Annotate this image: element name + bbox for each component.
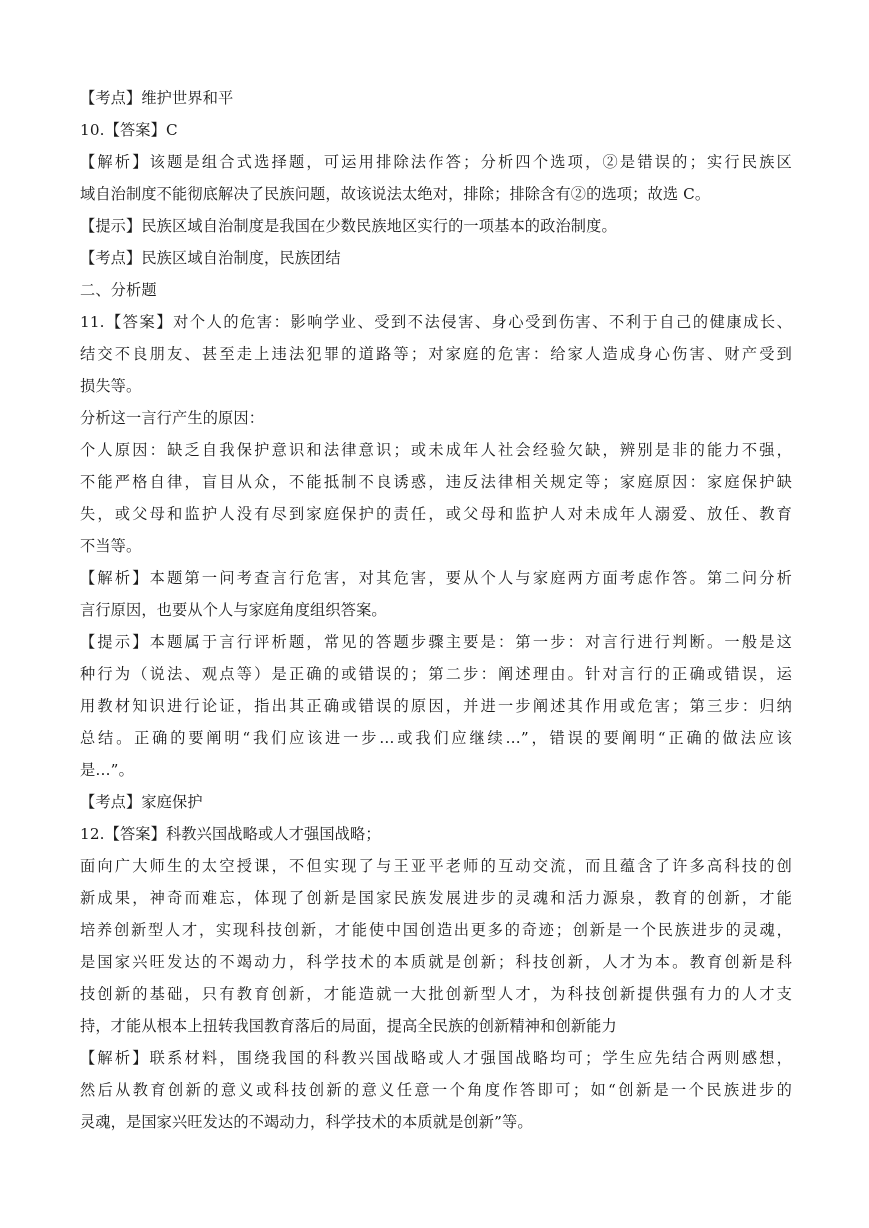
text-line: 12.【答案】科教兴国战略或人才强国战略； [80, 825, 381, 843]
text-line: 损失等。 [80, 377, 142, 395]
text-line: 总结。正确的要阐明“我们应该进一步…或我们应继续…”，错误的要阐明“正确的做法应该 [80, 729, 792, 747]
text-line: 【考点】维护世界和平 [80, 89, 234, 107]
text-line: 不能严格自律，盲目从众，不能抵制不良诱惑，违反法律相关规定等；家庭原因：家庭保护缺 [80, 473, 792, 491]
text-line: 用教材知识进行论证，指出其正确或错误的原因，并进一步阐述其作用或危害；第三步：归纳 [80, 697, 792, 715]
text-line: 面向广大师生的太空授课，不但实现了与王亚平老师的互动交流，而且蕴含了许多高科技的创 [80, 857, 792, 875]
text-line: 【解析】联系材料，围绕我国的科教兴国战略或人才强国战略均可；学生应先结合两则感想， [80, 1049, 792, 1067]
text-line: 然后从教育创新的意义或科技创新的意义任意一个角度作答即可；如“创新是一个民族进步的 [80, 1081, 792, 1099]
text-line: 【提示】民族区域自治制度是我国在少数民族地区实行的一项基本的政治制度。 [80, 217, 617, 235]
text-line: 灵魂，是国家兴旺发达的不竭动力，科学技术的本质就是创新”等。 [80, 1113, 533, 1131]
text-line: 11.【答案】对个人的危害：影响学业、受到不法侵害、身心受到伤害、不利于自己的健康成长、 [80, 313, 792, 331]
text-line: 【解析】该题是组合式选择题，可运用排除法作答；分析四个选项，②是错误的；实行民族区 [80, 153, 792, 171]
text-line: 10.【答案】C [80, 121, 178, 139]
text-line: 培养创新型人才，实现科技创新，才能使中国创造出更多的奇迹；创新是一个民族进步的灵魂， [80, 921, 792, 939]
text-line: 【考点】家庭保护 [80, 793, 203, 811]
text-line: 分析这一言行产生的原因： [80, 409, 265, 427]
text-line: 持，才能从根本上扭转我国教育落后的局面，提高全民族的创新精神和创新能力 [80, 1017, 617, 1035]
text-line: 不当等。 [80, 537, 142, 555]
text-line: 是…”。 [80, 761, 134, 779]
text-line: 是国家兴旺发达的不竭动力，科学技术的本质就是创新；科技创新，人才为本。教育创新是科 [80, 953, 792, 971]
text-line: 结交不良朋友、甚至走上违法犯罪的道路等；对家庭的危害：给家人造成身心伤害、财产受到 [80, 345, 792, 363]
text-line: 二、分析题 [80, 281, 157, 299]
text-line: 新成果，神奇而难忘，体现了创新是国家民族发展进步的灵魂和活力源泉，教育的创新，才能 [80, 889, 792, 907]
text-line: 种行为（说法、观点等）是正确的或错误的；第二步：阐述理由。针对言行的正确或错误，运 [80, 665, 792, 683]
text-line: 失，或父母和监护人没有尽到家庭保护的责任，或父母和监护人对未成年人溺爱、放任、教育 [80, 505, 792, 523]
text-line: 【提示】本题属于言行评析题，常见的答题步骤主要是：第一步：对言行进行判断。一般是这 [80, 633, 792, 651]
text-line: 【考点】民族区域自治制度，民族团结 [80, 249, 341, 267]
text-line: 个人原因：缺乏自我保护意识和法律意识；或未成年人社会经验欠缺，辨别是非的能力不强， [80, 441, 792, 459]
text-line: 言行原因，也要从个人与家庭角度组织答案。 [80, 601, 387, 619]
document-page [80, 82, 792, 1138]
text-line: 域自治制度不能彻底解决了民族问题，故该说法太绝对，排除；排除含有②的选项；故选 C。 [80, 185, 711, 203]
text-line: 【解析】本题第一问考查言行危害，对其危害，要从个人与家庭两方面考虑作答。第二问分析 [80, 569, 792, 587]
text-line: 技创新的基础，只有教育创新，才能造就一大批创新型人才，为科技创新提供强有力的人才支 [80, 985, 792, 1003]
